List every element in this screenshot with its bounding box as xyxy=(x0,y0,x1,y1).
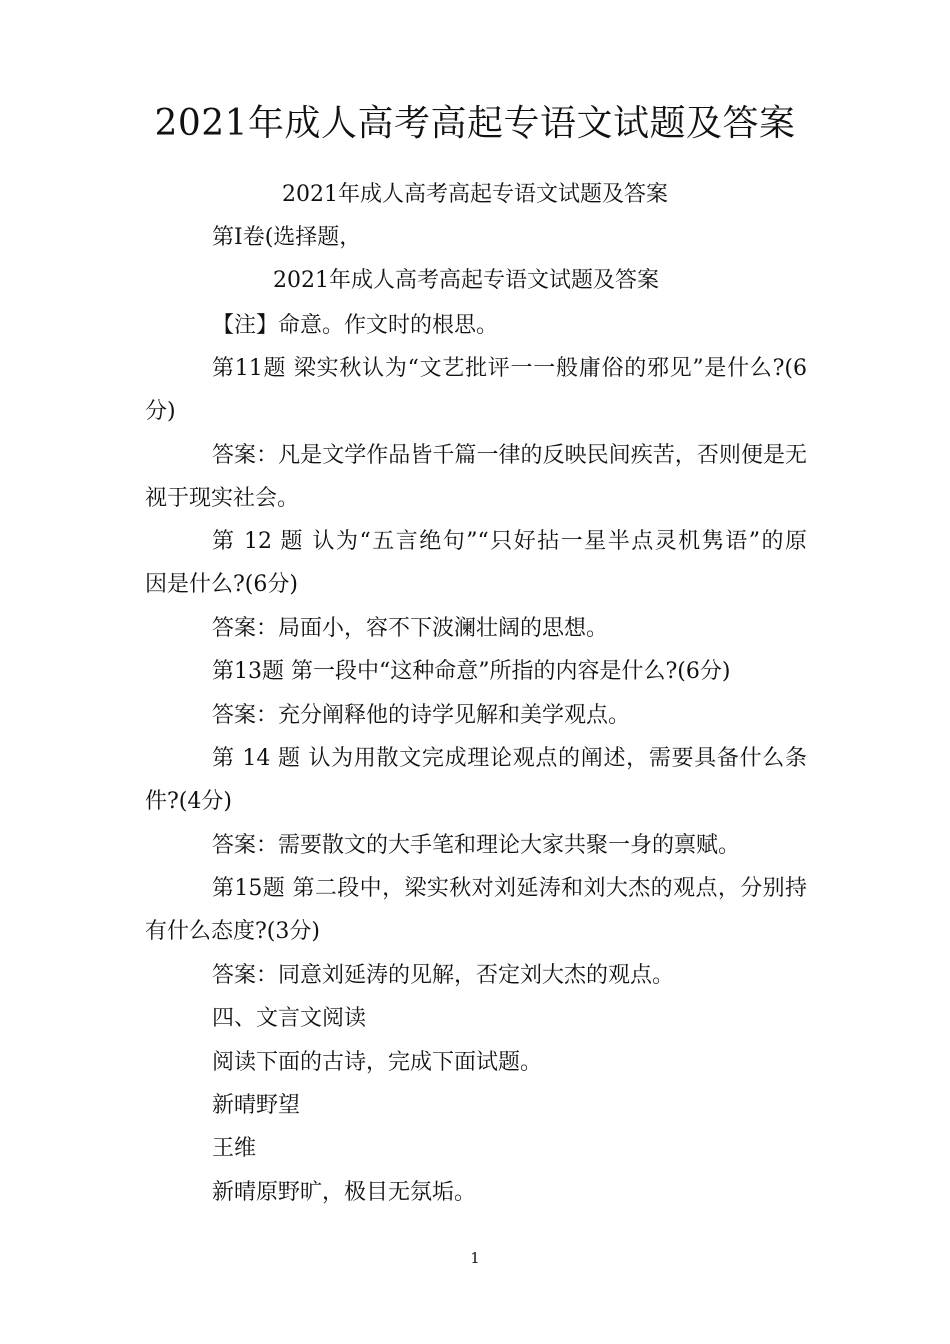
answer-14: 答案：需要散文的大手笔和理论大家共聚一身的禀赋。 xyxy=(212,833,741,858)
document-subtitle: 2021年成人高考高起专语文试题及答案 xyxy=(282,182,668,207)
section-heading-classical-reading: 四、文言文阅读 xyxy=(212,1006,367,1031)
question-15-line-1: 第15题 第二段中，梁实秋对刘延涛和刘大杰的观点，分别持 xyxy=(212,876,807,901)
question-12-line-2: 因是什么?(6分) xyxy=(145,572,298,597)
poem-author: 王维 xyxy=(212,1136,257,1161)
answer-12: 答案：局面小，容不下波澜壮阔的思想。 xyxy=(212,616,609,641)
note-paragraph: 【注】命意。作文时的根思。 xyxy=(212,313,499,338)
answer-11-line-1: 答案：凡是文学作品皆千篇一律的反映民间疾苦，否则便是无 xyxy=(212,443,807,468)
question-14-line-2: 件?(4分) xyxy=(145,789,232,814)
page-number: 1 xyxy=(470,1249,480,1267)
answer-13: 答案：充分阐释他的诗学见解和美学观点。 xyxy=(212,703,631,728)
poem-line-1: 新晴原野旷，极目无氛垢。 xyxy=(212,1180,477,1205)
page-title: 2021年成人高考高起专语文试题及答案 xyxy=(154,103,796,144)
question-12-line-1: 第 12 题 认为“五言绝句”“只好拈一星半点灵机隽语”的原 xyxy=(212,529,807,554)
question-15-line-2: 有什么态度?(3分) xyxy=(145,919,320,944)
question-11-line-1: 第11题 梁实秋认为“文艺批评一一般庸俗的邪见”是什么?(6 xyxy=(212,356,807,381)
poem-title: 新晴野望 xyxy=(212,1093,301,1118)
answer-15: 答案：同意刘延涛的见解，否定刘大杰的观点。 xyxy=(212,963,675,988)
section-label: 第I卷(选择题， xyxy=(212,225,362,250)
question-11-line-2: 分) xyxy=(145,399,176,424)
document-subtitle-repeat: 2021年成人高考高起专语文试题及答案 xyxy=(273,268,659,293)
question-14-line-1: 第 14 题 认为用散文完成理论观点的阐述，需要具备什么条 xyxy=(212,746,807,771)
reading-instruction: 阅读下面的古诗，完成下面试题。 xyxy=(212,1050,543,1075)
question-13: 第13题 第一段中“这种命意”所指的内容是什么?(6分) xyxy=(212,659,731,684)
answer-11-line-2: 视于现实社会。 xyxy=(145,486,300,511)
